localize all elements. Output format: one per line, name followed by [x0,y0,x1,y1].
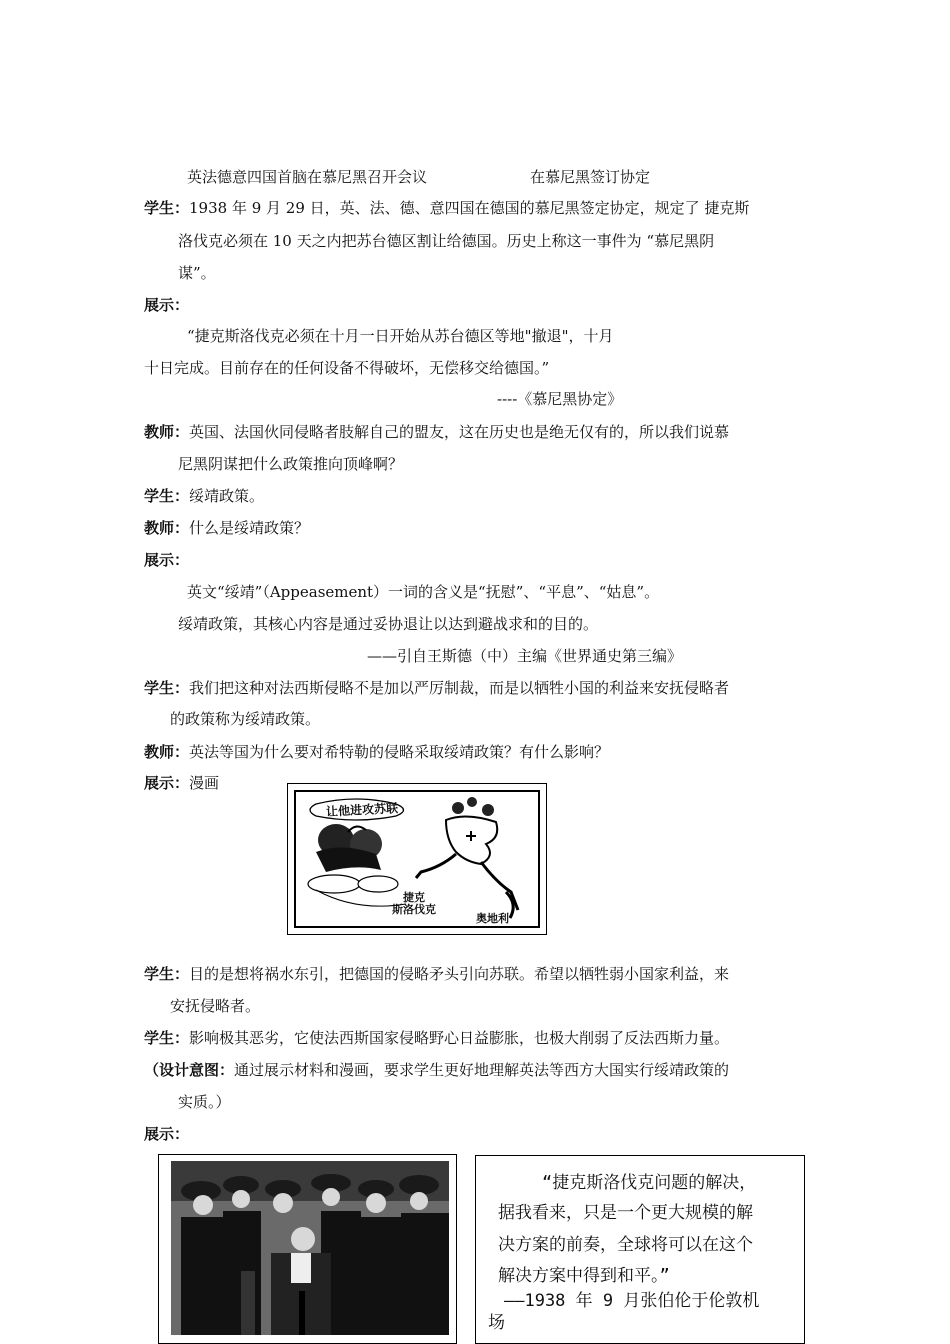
chamberlain-photo [171,1161,449,1335]
text-line: 安抚侵略者。 [170,997,261,1015]
student-line: 学生：绥靖政策。 [144,487,265,505]
chamberlain-quote-box [475,1155,805,1344]
photo-caption-signing: 在慕尼黑签订协定 [530,168,651,186]
quote-line: “捷克斯洛伐克必须在十月一日开始从苏台德区等地"撤退"，十月 [187,327,614,345]
student-line: 学生：我们把这种对法西斯侵略不是加以严厉制裁，而是以牺牲小国的利益来安抚侵略者 [144,679,730,697]
quote-line: 决方案的前奏，全球将可以在这个 [498,1235,753,1255]
definition-source: ——引自王斯德（中）主编《世界通史第三编》 [367,647,683,665]
show-label: 展示： [144,296,190,314]
quote-source: ----《慕尼黑协定》 [497,390,623,408]
student-line: 学生：目的是想将祸水东引，把德国的侵略矛头引向苏联。希望以牺牲弱小国家利益，来 [144,965,730,983]
quote-line: 十日完成。目前存在的任何设备不得破坏，无偿移交给德国。” [144,359,550,377]
cartoon-frame [287,783,547,935]
photo-caption-meeting: 英法德意四国首脑在慕尼黑召开会议 [187,168,428,186]
student-line: 学生：1938 年 9 月 29 日，英、法、德、意四国在德国的慕尼黑签定协定，规定了 捷克斯 [144,199,750,217]
design-intent-line: （设计意图：通过展示材料和漫画，要求学生更好地理解英法等西方大国实行绥靖政策的 [144,1061,730,1079]
cartoon-speech-text: 让他进攻苏联 [325,801,399,819]
definition-line: 绥靖政策，其核心内容是通过妥协退让以达到避战求和的目的。 [178,615,599,633]
quote-attribution: ——1938 年 9 月张伯伦于伦敦机 [504,1291,760,1311]
text-line: 实质。） [178,1093,231,1111]
text-line: 洛伐克必须在 10 天之内把苏台德区割让给德国。历史上称这一事件为 “慕尼黑阴 [178,232,715,250]
photo-frame [158,1154,457,1344]
show-label: 展示： [144,1125,190,1143]
quote-line: 解决方案中得到和平。” [498,1266,670,1286]
text-line: 的政策称为绥靖政策。 [170,710,321,728]
show-line: 展示：漫画 [144,774,220,792]
teacher-line: 教师：英法等国为什么要对希特勒的侵略采取绥靖政策？有什么影响？ [144,743,610,761]
cartoon-image [294,790,540,928]
text-line: 尼黑阴谋把什么政策推向顶峰啊？ [178,455,404,473]
student-line: 学生：影响极其恶劣，它使法西斯国家侵略野心日益膨胀，也极大削弱了反法西斯力量。 [144,1029,730,1047]
teacher-line: 教师：英国、法国伙同侵略者肢解自己的盟友，这在历史也是绝无仅有的，所以我们说慕 [144,423,730,441]
text-line: 谋”。 [178,264,216,282]
quote-attribution: 场 [488,1313,505,1333]
quote-line: 据我看来，只是一个更大规模的解 [498,1203,753,1223]
definition-line: 英文“绥靖”（Appeasement）一词的含义是“抚慰”、“平息”、“姑息”。 [187,583,660,601]
cartoon-label-austria: 奥地利 [476,912,509,925]
teacher-line: 教师：什么是绥靖政策？ [144,519,310,537]
cartoon-label-czech: 捷克 斯洛伐克 [392,891,436,916]
show-label: 展示： [144,551,190,569]
quote-line: “捷克斯洛伐克问题的解决， [542,1173,757,1193]
